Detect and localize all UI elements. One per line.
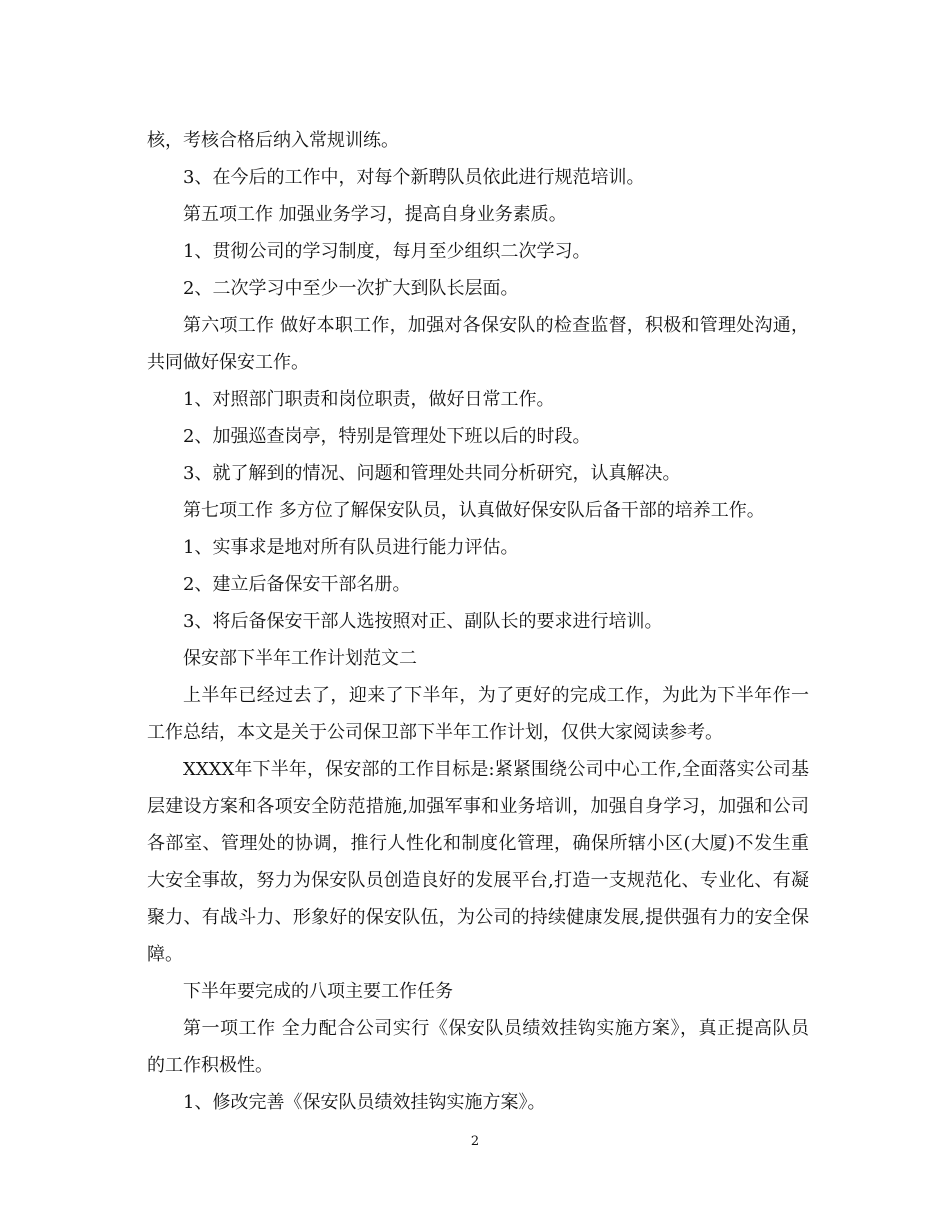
paragraph: 1、贯彻公司的学习制度，每月至少组织二次学习。	[183, 241, 591, 262]
paragraph: 上半年已经过去了，迎来了下半年，为了更好的完成工作，为此为下半年作一工作总结，本文是关于公司保卫部下半年工作计划，仅供大家阅读参考。	[147, 685, 809, 743]
paragraph: 第七项工作 多方位了解保安队员，认真做好保安队后备干部的培养工作。	[183, 500, 765, 521]
paragraph: 3、在今后的工作中，对每个新聘队员依此进行规范培训。	[183, 167, 645, 188]
paragraph: 3、将后备保安干部人选按照对正、副队长的要求进行培训。	[183, 611, 663, 632]
paragraph: 3、就了解到的情况、问题和管理处共同分析研究，认真解决。	[183, 463, 681, 484]
paragraph: 1、实事求是地对所有队员进行能力评估。	[183, 537, 519, 558]
paragraph: 2、建立后备保安干部名册。	[183, 574, 411, 595]
paragraph: 核，考核合格后纳入常规训练。	[147, 130, 399, 151]
paragraph: 第一项工作 全力配合公司实行《保安队员绩效挂钩实施方案》，真正提高队员的工作积极性。	[147, 1018, 809, 1076]
paragraph: 1、修改完善《保安队员绩效挂钩实施方案》。	[183, 1092, 546, 1113]
paragraph: 下半年要完成的八项主要工作任务	[183, 981, 453, 1002]
paragraph: 1、对照部门职责和岗位职责，做好日常工作。	[183, 389, 555, 410]
paragraph: XXXX年下半年，保安部的工作目标是:紧紧围绕公司中心工作,全面落实公司基层建设方案和各项安全防范措施,加强军事和业务培训，加强自身学习，加强和公司各部室、管理处的协调，推行人性化和制度化管理，确保所辖小区(大厦)不发生重大安全事故，努力为保安队员创造良好的发展平台,打造一支规范化、专业化、有凝聚力、有战斗力、形象好的保安队伍，为公司的持续健康发展,提供强有力的安全保障。	[147, 759, 809, 965]
page-number: 2	[470, 1134, 480, 1149]
paragraph: 2、加强巡查岗亭，特别是管理处下班以后的时段。	[183, 426, 591, 447]
paragraph: 2、二次学习中至少一次扩大到队长层面。	[183, 278, 519, 299]
paragraph: 第六项工作 做好本职工作，加强对各保安队的检查监督，积极和管理处沟通，共同做好保安工作。	[147, 315, 809, 373]
document-body	[147, 122, 809, 1121]
paragraph: 第五项工作 加强业务学习，提高自身业务素质。	[183, 204, 567, 225]
paragraph: 保安部下半年工作计划范文二	[183, 648, 417, 669]
